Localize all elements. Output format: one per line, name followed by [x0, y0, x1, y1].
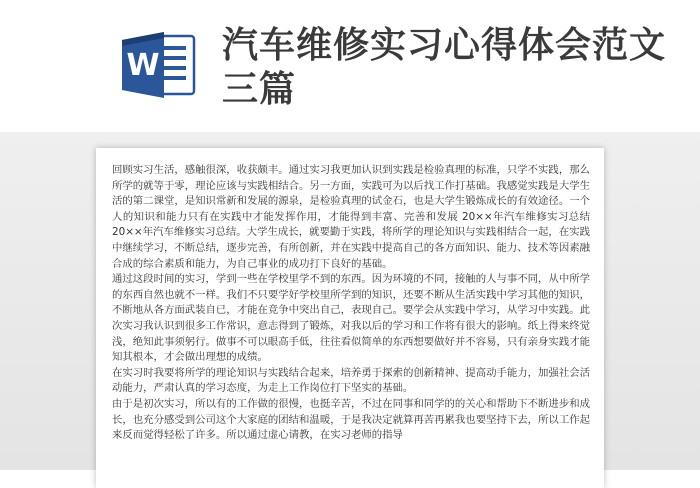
document-header: [0, 0, 700, 132]
document-page: [96, 148, 604, 488]
paragraph: 回顾实习生活，感触很深，收获颇丰。通过实习我更加认识到实践是检验真理的标准，只学不实践，那么所学的就等于零，理论应该与实践相结合。另一方面，实践可为以后找工作打基础。我感觉实践是大学生活的第二课堂，是知识常新和发展的源泉，是检验真理的试金石，也是大学生锻炼成长的有效途径。一个人的知识和能力只有在实践中才能发挥作用，才能得到丰富、完善和发展 20××年汽车维修实习总结 20××年汽车维修实习总结。大学生成长，就要勤于实践，将所学的理论知识与实践相结合一起，在实践中继续学习，不断总结，逐步完善，有所创新，并在实践中提高自己的各方面知识、能力、技术等因素融合成的综合素质和能力，为自己事业的成功打下良好的基础。: [112, 164, 590, 270]
microsoft-word-icon: [120, 30, 196, 100]
document-body: [112, 163, 590, 444]
word-icon-letter: W: [126, 48, 160, 83]
paragraph: 在实习时我要将所学的理论知识与实践结合起来，培养勇于探索的创新精神、提高动手能力，加强社会活动能力，严肃认真的学习态度，为走上工作岗位打下坚实的基础。: [112, 366, 590, 395]
paragraph: 通过这段时间的实习，学到一些在学校里学不到的东西。因为环境的不同，接触的人与事不同，从中所学的东西自然也就不一样。我们不只要学好学校里所学到的知识，还要不断从生活实践中学习其他的知识，不断地从各方面武装自已，才能在竞争中突出自己，表现自己。要学会从实践中学习，从学习中实践。此次实习我认识到很多工作常识，意志得到了锻炼，对我以后的学习和工作将有很大的影响。纸上得来终觉浅，绝知此事须躬行。做事不可以眼高手低，往往看似简单的东西想要做好并不容易，只有亲身实践才能知其根本，才会做出理想的成绩。: [112, 273, 590, 364]
paragraph: 由于是初次实习，所以有的工作做的很慢，也挺辛苦，不过在同事和同学的的关心和帮助下不断进步和成长，也充分感受到公司这个大家庭的团结和温暖，于是我决定就算再苦再累我也要坚持下去，所以工作起来反而觉得轻松了许多。所以通过虚心请教，在实习老师的指导: [112, 397, 590, 442]
document-title: 汽车维修实习心得体会范文三篇: [222, 25, 667, 110]
